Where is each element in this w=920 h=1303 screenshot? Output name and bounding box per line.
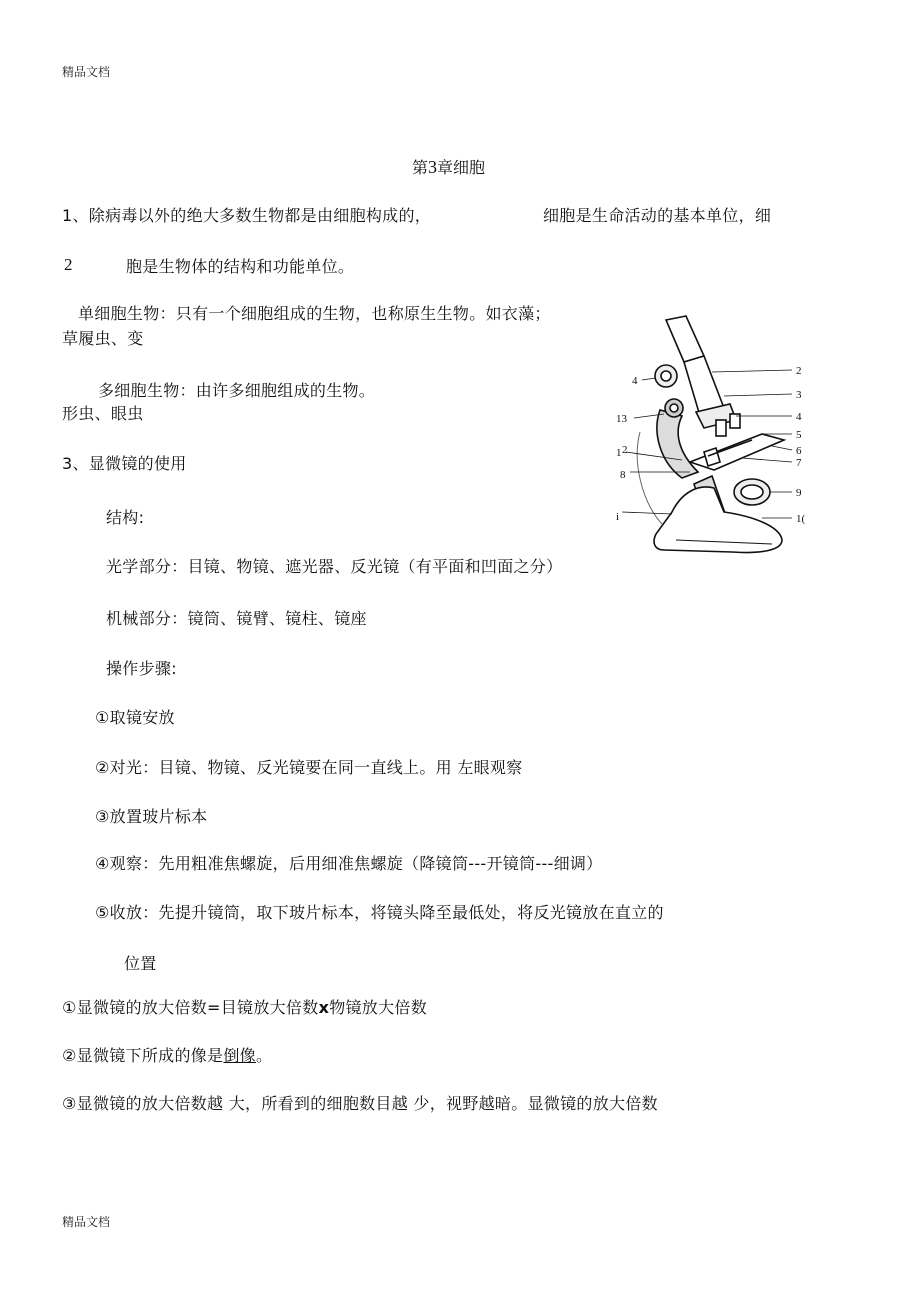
page-footer: 精品文档 <box>62 1215 111 1229</box>
multi-cell-line-2: 形虫、眼虫 <box>62 404 144 423</box>
para-2-number: 2 <box>64 255 73 274</box>
note-2-part-a: ②显微镜下所成的像是 <box>62 1046 224 1065</box>
mechanical-parts: 机械部分：镜筒、镜臂、镜柱、镜座 <box>106 609 367 628</box>
single-cell-line-2: 草履虫、变 <box>62 329 144 348</box>
step-5-line-1: ⑤收放：先提升镜筒，取下玻片标本，将镜头降至最低处，将反光镜放在直立的 <box>95 903 664 922</box>
note-1 <box>62 995 427 1018</box>
step-4: ④观察：先用粗准焦螺旋，后用细准焦螺旋（降镜筒---开镜筒---细调） <box>95 854 603 873</box>
title-prefix: 第 <box>412 158 429 177</box>
label-left-2: 2 <box>622 444 628 456</box>
note-2-underlined: 倒像 <box>223 1046 256 1065</box>
label-right-3: 3 <box>796 389 802 401</box>
label-right-10: 1( <box>796 513 806 525</box>
label-left-1: 1 <box>616 447 622 459</box>
chapter-title <box>412 155 485 178</box>
note-2-part-b: 。 <box>255 1046 273 1065</box>
single-cell-line-1: 单细胞生物：只有一个细胞组成的生物，也称原生生物。如衣藻； <box>78 304 551 323</box>
label-right-4: 4 <box>796 411 802 423</box>
label-right-9: 9 <box>796 487 802 499</box>
label-right-7: 7 <box>796 457 802 469</box>
microscope-figure <box>612 312 812 562</box>
note-2 <box>62 1043 272 1066</box>
note-1-part-b: 物镜放大倍数 <box>329 998 427 1017</box>
step-3: ③放置玻片标本 <box>95 807 208 826</box>
note-1-part-a: ①显微镜的放大倍数=目镜放大倍数 <box>62 998 319 1017</box>
para-2-text: 胞是生物体的结构和功能单位。 <box>126 257 355 276</box>
note-3: ③显微镜的放大倍数越 大，所看到的细胞数目越 少，视野越暗。显微镜的放大倍数 <box>62 1094 658 1113</box>
label-left-13: 13 <box>616 413 627 425</box>
steps-label: 操作步骤: <box>106 659 177 678</box>
para-1-part-b: 细胞是生命活动的基本单位，细 <box>543 206 772 225</box>
structure-label: 结构: <box>106 508 145 527</box>
note-1-times: x <box>318 998 330 1017</box>
para-1-part-a: 1、除病毒以外的绝大多数生物都是由细胞构成的， <box>62 206 432 225</box>
label-right-2: 2 <box>796 365 802 377</box>
page-header: 精品文档 <box>62 65 111 79</box>
label-left-8: 8 <box>620 469 626 481</box>
title-number: 3 <box>428 157 438 177</box>
title-suffix: 章细胞 <box>437 158 486 177</box>
step-1: ①取镜安放 <box>95 708 175 727</box>
label-right-5: 5 <box>796 429 802 441</box>
label-right-6: 6 <box>796 445 802 457</box>
label-left-i: i <box>616 511 620 523</box>
label-left-4: 4 <box>632 375 638 387</box>
step-2: ②对光：目镜、物镜、反光镜要在同一直线上。用 左眼观察 <box>95 758 523 777</box>
optical-parts: 光学部分：目镜、物镜、遮光器、反光镜（有平面和凹面之分） <box>106 557 563 576</box>
step-5-line-2: 位置 <box>124 954 157 973</box>
multi-cell-line-1: 多细胞生物：由许多细胞组成的生物。 <box>98 381 376 400</box>
section-3-heading: 3、显微镜的使用 <box>62 454 187 473</box>
